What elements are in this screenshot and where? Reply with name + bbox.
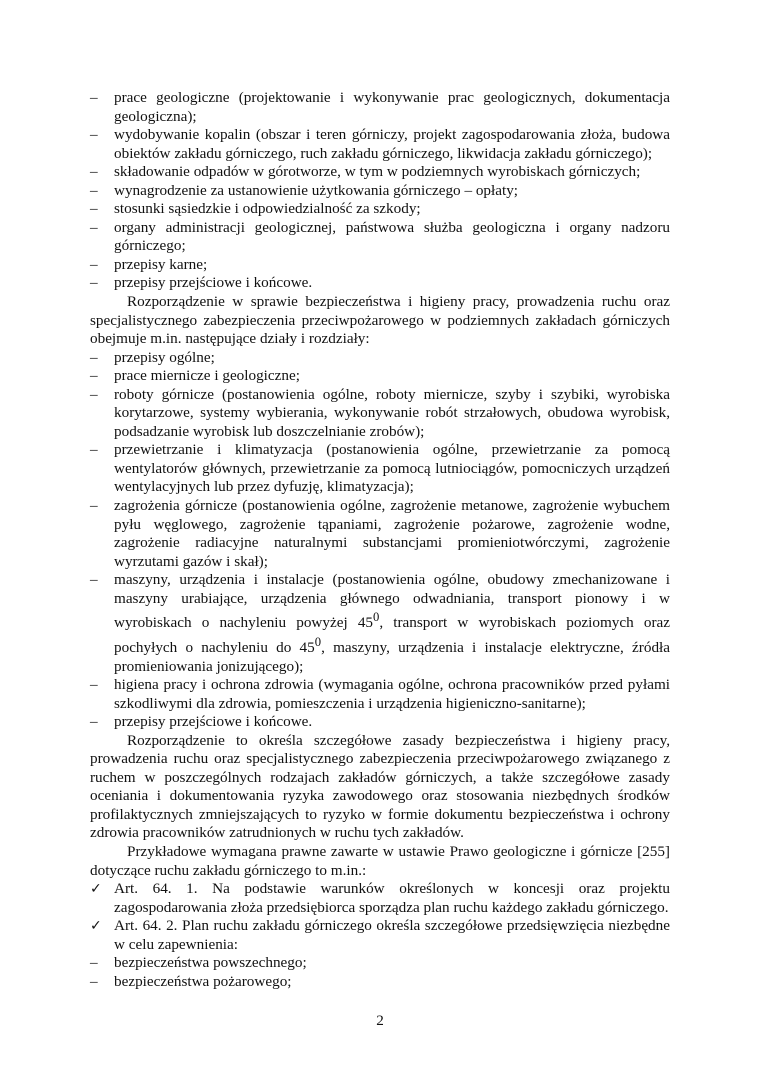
list-item xyxy=(90,349,670,368)
dash-bullet: – xyxy=(90,181,98,199)
list-item-text: stosunki sąsiedzkie i odpowiedzialność za szkody; xyxy=(114,200,421,218)
dash-bullet: – xyxy=(90,255,98,273)
check-item-text: Art. 64. 2. Plan ruchu zakładu górniczego określa szczegółowe przedsięwzięcia niezbędne w celu zapewnienia: xyxy=(114,917,670,953)
list-item-text: prace miernicze i geologiczne; xyxy=(114,367,300,385)
text-segment: , transport w wyrobiskach poziomych oraz pochyłych o nachyleniu do 45 xyxy=(114,614,670,656)
list-item xyxy=(90,973,670,992)
check-item-text: Art. 64. 1. Na podstawie warunków określonych w koncesji oraz projektu zagospodarowania złoża przedsiębiorca sporządza plan ruchu każdego zakładu górniczego. xyxy=(114,880,670,916)
list-item-text: wynagrodzenie za ustanowienie użytkowania górniczego – opłaty; xyxy=(114,181,519,199)
list-item-text xyxy=(114,571,670,674)
dash-bullet: – xyxy=(90,676,98,694)
list-item xyxy=(90,256,670,275)
list-item-text: przepisy ogólne; xyxy=(114,348,215,366)
superscript: 0 xyxy=(314,634,322,649)
list-item xyxy=(90,219,670,256)
dash-bullet: – xyxy=(90,571,98,589)
list-item xyxy=(90,126,670,163)
list-item-text: zagrożenia górnicze (postanowienia ogólne, zagrożenie metanowe, zagrożenie wybuchem pyłu węglowego, zagrożenie tąpaniami, zagrożenie pożarowe, zagrożenie wodne, zagrożenie radiacyjne naturalnymi substancjami promieniotwórczymi, zagrożenie wyrzutami gazów i skał); xyxy=(114,497,670,570)
list-item xyxy=(90,89,670,126)
list-item-text: przepisy przejściowe i końcowe. xyxy=(114,274,313,292)
list-item xyxy=(90,182,670,201)
paragraph: Rozporządzenie to określa szczegółowe zasady bezpieczeństwa i higieny pracy, prowadzenia ruchu oraz specjalistycznego zabezpieczenia przeciwpożarowego związanego z ruchem w poszczególnych rodzajach zakładów górniczych, a także szczegółowe zasady oceniania i dokumentowania ryzyka zawodowego oraz stosowania niezbędnych środków profilaktycznych zmniejszających to ryzyko w formie dokumentu bezpieczeństwa i ochrony zdrowia pracowników zatrudnionych w ruchu tych zakładów. xyxy=(90,731,670,842)
text-segment: , maszyny, urządzenia i instalacje elektryczne, źródła promieniowania jonizującego); xyxy=(114,638,670,675)
list-item xyxy=(90,441,670,497)
dash-bullet: – xyxy=(90,497,98,515)
list-item-text: organy administracji geologicznej, państwowa służba geologiczna i organy nadzoru górniczego; xyxy=(114,218,670,255)
dash-bullet: – xyxy=(90,348,98,366)
page-content xyxy=(90,89,670,991)
list-item xyxy=(90,676,670,713)
list-item-text: przepisy przejściowe i końcowe. xyxy=(114,713,313,731)
list-item xyxy=(90,713,670,732)
dash-bullet: – xyxy=(90,954,98,972)
list-item-text: roboty górnicze (postanowienia ogólne, roboty miernicze, szyby i szybiki, wyrobiska korytarzowe, systemy wybierania, wykonywanie robót strzałowych, obudowa wyrobisk, podsadzanie wyrobisk lub doszczelnianie zrobów); xyxy=(114,385,670,440)
list-item xyxy=(90,954,670,973)
list-item xyxy=(90,386,670,442)
list-item xyxy=(90,367,670,386)
dash-bullet: – xyxy=(90,367,98,385)
paragraph: Rozporządzenie w sprawie bezpieczeństwa i higieny pracy, prowadzenia ruchu oraz specjalistycznego zabezpieczenia przeciwpożarowego w podziemnych zakładach górniczych obejmuje m.in. następujące działy i rozdziały: xyxy=(90,293,670,348)
text-segment: maszyny, urządzenia i instalacje (postanowienia ogólne, obudowy zmechanizowane i maszyny urabiające, urządzenia głównego odwadniania, transport pionowy i w wyrobiskach o nachyleniu powyżej 45 xyxy=(114,571,670,632)
list-item-text: wydobywanie kopalin (obszar i teren górniczy, projekt zagospodarowania złoża, budowa obiektów zakładu górniczego, ruch zakładu górniczego, likwidacja zakładu górniczego); xyxy=(114,126,670,162)
paragraph: Przykładowe wymagana prawne zawarte w ustawie Prawo geologiczne i górnicze [255] dotyczące ruchu zakładu górniczego to m.in.: xyxy=(90,843,670,879)
list-item xyxy=(90,163,670,182)
dash-bullet: – xyxy=(90,163,98,181)
check-item xyxy=(90,880,670,917)
dash-bullet: – xyxy=(90,441,98,459)
list-item-text: przepisy karne; xyxy=(114,255,208,273)
dash-bullet: – xyxy=(90,89,98,106)
checkmark-icon: ✓ xyxy=(90,918,102,935)
list-item xyxy=(90,274,670,293)
checkmark-icon: ✓ xyxy=(90,881,102,898)
list-item-text: higiena pracy i ochrona zdrowia (wymagania ogólne, ochrona pracowników przed pyłami szkodliwymi dla zdrowia, pomieszczenia i urządzenia higieniczno-sanitarne); xyxy=(114,676,670,712)
list-item xyxy=(90,497,670,571)
list-item-text: bezpieczeństwa powszechnego; xyxy=(114,954,307,972)
superscript: 0 xyxy=(373,610,380,625)
list-item-text: przewietrzanie i klimatyzacja (postanowienia ogólne, przewietrzanie za pomocą wentylatorów głównych, przewietrzanie za pomocą lutniociągów, pomocniczych urządzeń wentylacyjnych lub przez dyfuzję, klimatyzacja); xyxy=(114,441,670,496)
list-item-text: bezpieczeństwa pożarowego; xyxy=(114,972,292,990)
dash-bullet: – xyxy=(90,200,98,218)
dash-bullet: – xyxy=(90,274,98,292)
dash-bullet: – xyxy=(90,126,98,144)
list-item-text: prace geologiczne (projektowanie i wykonywanie prac geologicznych, dokumentacja geologiczna); xyxy=(114,89,670,125)
dash-bullet: – xyxy=(90,972,98,990)
check-item xyxy=(90,917,670,954)
list-item xyxy=(90,200,670,219)
dash-bullet: – xyxy=(90,713,98,731)
dash-bullet: – xyxy=(90,385,98,403)
dash-bullet: – xyxy=(90,218,98,236)
list-item xyxy=(90,571,670,676)
list-item-text: składowanie odpadów w górotworze, w tym w podziemnych wyrobiskach górniczych; xyxy=(114,163,641,181)
page-number: 2 xyxy=(376,1012,384,1029)
